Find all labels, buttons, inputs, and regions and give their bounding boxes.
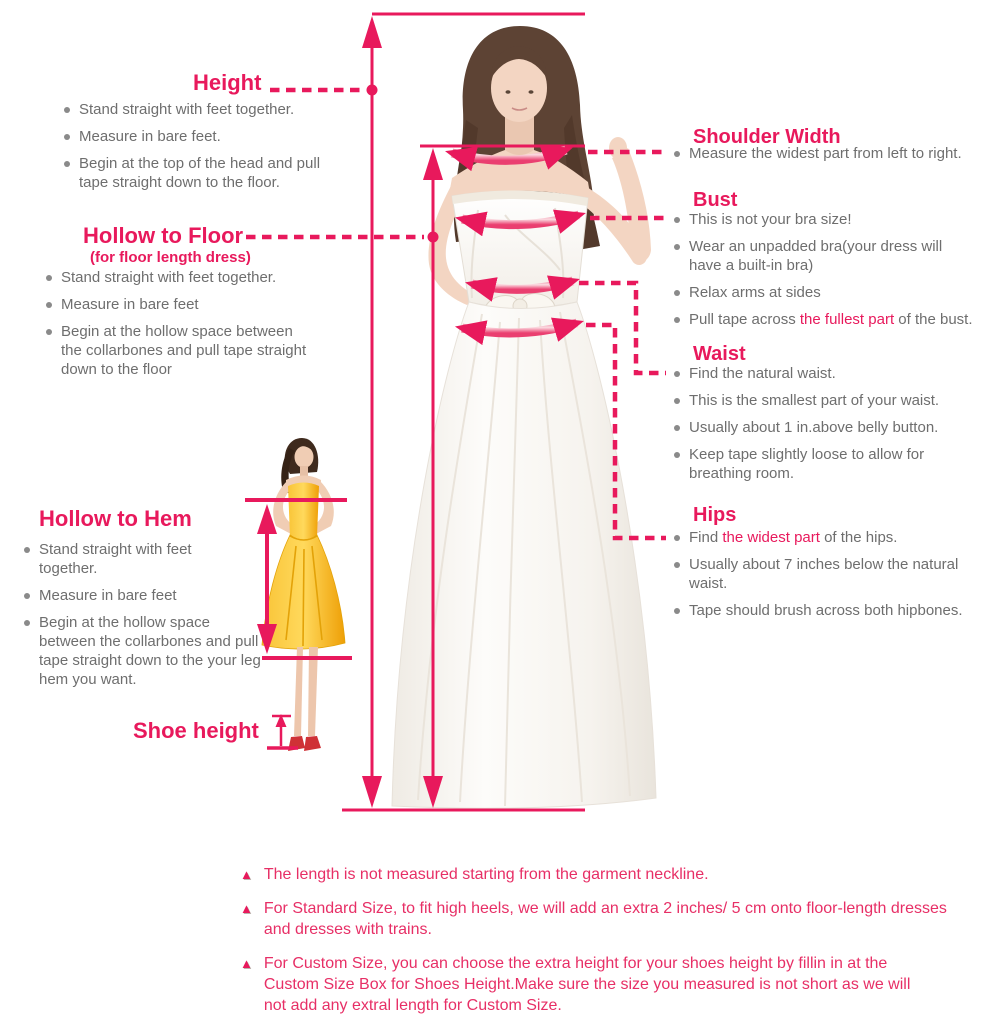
note-row bbox=[240, 864, 980, 885]
instruction-text: Find bbox=[689, 529, 723, 546]
shoe-height-section bbox=[133, 719, 259, 743]
shoulder-width-title: Shoulder Width bbox=[693, 126, 841, 148]
instruction-item: Stand straight with feet together. bbox=[62, 100, 337, 119]
instruction-item: This is the smallest part of your waist. bbox=[672, 391, 990, 410]
instruction-item bbox=[672, 237, 990, 275]
hollow-to-floor-title: Hollow to Floor bbox=[83, 223, 244, 248]
instruction-text: of the hips. bbox=[819, 529, 898, 546]
instruction-item: Find the natural waist. bbox=[672, 364, 990, 383]
instruction-item: Begin at the hollow space between the collarbones and pull tape straight down to the floor bbox=[44, 322, 313, 379]
height-section bbox=[193, 71, 261, 95]
instruction-text: Usually about 7 inches below the natural waist. bbox=[689, 556, 959, 592]
petite-neck bbox=[300, 466, 308, 476]
right-hand bbox=[609, 137, 627, 159]
highlighted-phrase: the widest part bbox=[722, 529, 820, 546]
instruction-item bbox=[672, 528, 992, 547]
height-title: Height bbox=[193, 70, 262, 95]
instruction-item: Begin at the hollow space between the collarbones and pull tape straight down to the your leg hem you want. bbox=[22, 613, 267, 689]
petite-right-leg bbox=[308, 647, 318, 736]
instruction-item: Measure in bare feet bbox=[44, 295, 332, 314]
instruction-item: Measure the widest part from left to right. bbox=[672, 144, 990, 163]
instruction-item bbox=[672, 445, 990, 483]
highlighted-phrase: the fullest part bbox=[799, 311, 895, 328]
note-text: The length is not measured starting from the garment neckline. bbox=[263, 866, 709, 883]
instruction-text: of the bust. bbox=[894, 311, 973, 328]
note-row bbox=[240, 898, 980, 940]
hollow-to-hem-title: Hollow to Hem bbox=[39, 506, 192, 531]
right-eye bbox=[529, 90, 534, 94]
hollow-to-hem-section bbox=[39, 507, 192, 531]
instruction-item: Stand straight with feet together. bbox=[22, 540, 209, 578]
note-text: For Standard Size, to fit high heels, we will add an extra 2 inches/ 5 cm onto floor-length dresses and dresses with trains. bbox=[263, 900, 947, 938]
hips-title: Hips bbox=[693, 504, 737, 526]
instruction-item: Usually about 1 in.above belly button. bbox=[672, 418, 990, 437]
instruction-item: Tape should brush across both hipbones. bbox=[672, 601, 992, 620]
waist-title: Waist bbox=[693, 343, 746, 365]
warning-notes bbox=[240, 864, 980, 1024]
instruction-text: Pull tape across bbox=[689, 311, 800, 328]
instruction-text: Keep tape slightly loose to allow for breathing room. bbox=[689, 446, 925, 482]
instruction-text: Wear an unpadded bra(your dress will have a built-in bra) bbox=[689, 238, 943, 274]
note-row bbox=[240, 953, 980, 1016]
hips-section bbox=[693, 504, 736, 526]
instruction-item: Begin at the top of the head and pull tape straight down to the floor. bbox=[62, 154, 337, 192]
bust-section bbox=[693, 189, 737, 211]
instruction-item: This is not your bra size! bbox=[672, 210, 990, 229]
instruction-item bbox=[672, 310, 990, 329]
hips-instructions bbox=[672, 528, 992, 628]
waist-section bbox=[693, 343, 746, 365]
right-forearm bbox=[612, 148, 651, 263]
petite-model-figure bbox=[262, 438, 345, 751]
left-eye bbox=[506, 90, 511, 94]
instruction-item: Relax arms at sides bbox=[672, 283, 990, 302]
instruction-item bbox=[672, 555, 992, 593]
hollow-to-floor-subtitle: (for floor length dress) bbox=[90, 249, 251, 266]
warning-triangle-icon: ▲ bbox=[240, 867, 253, 882]
instruction-item: Measure in bare feet. bbox=[62, 127, 337, 146]
hollow-to-floor-instructions bbox=[44, 268, 332, 387]
bust-instructions bbox=[672, 210, 990, 337]
petite-face bbox=[295, 446, 314, 468]
warning-triangle-icon: ▲ bbox=[240, 956, 253, 971]
hollow-to-floor-section bbox=[83, 224, 251, 266]
bust-title: Bust bbox=[693, 189, 738, 211]
instruction-item: Measure in bare feet bbox=[22, 586, 267, 605]
waist-instructions bbox=[672, 364, 990, 491]
hollow-to-hem-instructions bbox=[22, 540, 267, 697]
shoulder-width-instructions bbox=[672, 144, 990, 171]
instruction-item: Stand straight with feet together. bbox=[44, 268, 332, 287]
petite-bodice bbox=[288, 483, 319, 541]
note-text: For Custom Size, you can choose the extra height for your shoes height by fillin in at the Custom Size Box for Shoes Height.Make sure the size you measured is not short as we will not add any extral length for Custom Size. bbox=[263, 955, 911, 1014]
shoe-height-title: Shoe height bbox=[133, 718, 259, 743]
warning-triangle-icon: ▲ bbox=[240, 901, 253, 916]
height-instructions bbox=[62, 100, 337, 200]
petite-left-leg bbox=[294, 647, 303, 736]
